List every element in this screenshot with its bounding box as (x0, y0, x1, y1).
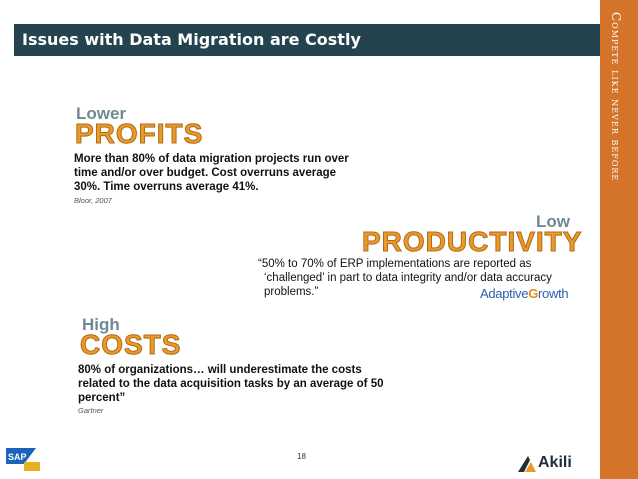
costs-source: Gartner (78, 406, 104, 415)
productivity-quote-line: ‘challenged’ in part to data integrity and/or data accuracy (264, 272, 552, 284)
costs-quote-line: 80% of organizations… will underestimate the costs (78, 364, 362, 376)
slide-title: Issues with Data Migration are Costly (22, 30, 361, 49)
adaptive-growth-logo (480, 286, 568, 301)
costs-quote-line: related to the data acquisition tasks by an average of 50 (78, 378, 384, 390)
akili-mark-icon (516, 452, 540, 474)
side-band (600, 0, 638, 479)
profits-quote-line: More than 80% of data migration projects run over (74, 153, 349, 165)
profits-quote-line: 30%. Time overruns average 41%. (74, 181, 259, 193)
akili-logo (516, 452, 598, 474)
adaptive-logo-part3: rowth (538, 286, 569, 301)
costs-label-big: COSTS (80, 329, 182, 360)
sap-logo (6, 448, 42, 472)
profits-source: Bloor, 2007 (74, 196, 112, 205)
productivity-quote-line: “50% to 70% of ERP implementations are reported as (258, 258, 532, 270)
productivity-label-big: PRODUCTIVITY (362, 226, 583, 257)
productivity-label-small: Low (536, 212, 570, 231)
page-number: 18 (297, 452, 306, 461)
productivity-quote-line: problems.” (264, 286, 319, 298)
adaptive-logo-part1: Adaptive (480, 286, 529, 301)
profits-quote (74, 152, 349, 194)
profits-label-big: PROFITS (75, 118, 204, 149)
adaptive-logo-part2: G (528, 286, 539, 301)
profits-label-small: Lower (76, 104, 127, 123)
sap-logo-text: SAP (8, 452, 27, 462)
costs-label-small: High (82, 315, 120, 334)
sap-partner-badge (24, 462, 40, 471)
costs-quote (78, 363, 384, 405)
title-bar (14, 24, 600, 56)
profits-quote-line: time and/or over budget. Cost overruns average (74, 167, 337, 179)
akili-logo-text: Akili (538, 454, 572, 471)
side-tagline: Compete like never before (609, 12, 623, 182)
costs-quote-line: percent” (78, 392, 126, 404)
